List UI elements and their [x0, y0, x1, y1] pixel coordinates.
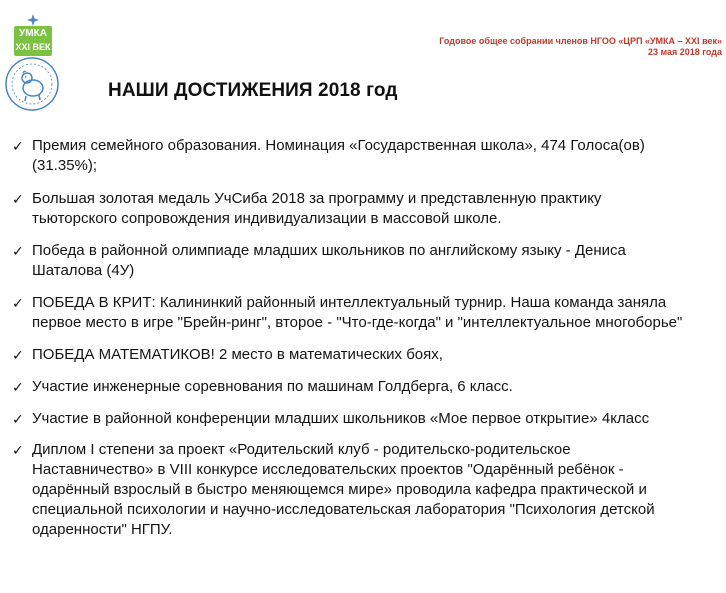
item-line: Диплом I степени за проект «Родительский клуб - родительско-родительское — [32, 441, 571, 458]
page-title: НАШИ ДОСТИЖЕНИЯ 2018 год — [108, 80, 398, 101]
header-date: 23 мая 2018 года — [647, 47, 722, 57]
item-line: тьюторского сопровождения индивидуализации в массовой школе. — [32, 210, 502, 227]
logo-badge — [14, 26, 52, 56]
star-icon — [27, 14, 39, 26]
item-line: (31.35%); — [32, 157, 98, 174]
item-line: Победа в районной олимпиаде младших школьников по английскому языку - Дениса — [32, 242, 626, 259]
list-item — [12, 293, 726, 333]
list-item — [12, 241, 726, 281]
check-icon: ✓ — [12, 411, 24, 427]
item-line: Участие инженерные соревнования по машинам Голдберга, 6 класс. — [32, 378, 513, 395]
item-line: Шаталова (4У) — [32, 262, 135, 279]
item-line: Премия семейного образования. Номинация «Государственная школа», 474 Голоса(ов) — [32, 137, 645, 154]
item-line: ПОБЕДА В КРИТ: Калининкий районный интеллектуальный турнир. Наша команда заняла — [32, 294, 667, 311]
list-item — [12, 345, 726, 365]
check-icon: ✓ — [12, 347, 24, 363]
check-icon: ✓ — [12, 243, 24, 259]
achievements-list — [12, 136, 726, 540]
logo-line1: УМКА — [19, 28, 47, 39]
item-line: Наставничество» в VIII конкурсе исследовательских проектов "Одарённый ребёнок - — [32, 461, 624, 478]
event-header — [439, 36, 722, 58]
item-line: Большая золотая медаль УчСиба 2018 за программу и представленную практику — [32, 190, 602, 207]
item-line: одарённый взрослый в быстро меняющемся мире» проводила кафедра практической и — [32, 481, 647, 498]
item-line: Участие в районной конференции младших школьников «Мое первое открытие» 4класс — [32, 410, 650, 427]
list-item — [12, 189, 726, 229]
check-icon: ✓ — [12, 295, 24, 311]
bear-seal-icon — [4, 56, 60, 112]
list-item — [12, 409, 726, 429]
check-icon: ✓ — [12, 379, 24, 395]
item-line: ПОБЕДА МАТЕМАТИКОВ! 2 место в математических боях, — [32, 346, 443, 363]
list-item — [12, 440, 726, 540]
check-icon: ✓ — [12, 442, 24, 458]
umka-logo — [8, 14, 58, 56]
item-line: первое место в игре "Брейн-ринг", второе - "Что-где-когда" и "интеллектуальное многоборье" — [32, 314, 683, 331]
header-org: Годовое общее собрании членов НГОО «ЦРП «УМКА – XXI век» — [439, 36, 722, 46]
list-item — [12, 377, 726, 397]
check-icon: ✓ — [12, 138, 24, 154]
list-item — [12, 136, 726, 176]
check-icon: ✓ — [12, 191, 24, 207]
item-line: одаренности" НГПУ. — [32, 521, 173, 538]
logo-line2: XXI ВЕК — [15, 42, 51, 52]
item-line: специальной психологии и научно-исследовательская лаборатория "Психология детской — [32, 501, 655, 518]
